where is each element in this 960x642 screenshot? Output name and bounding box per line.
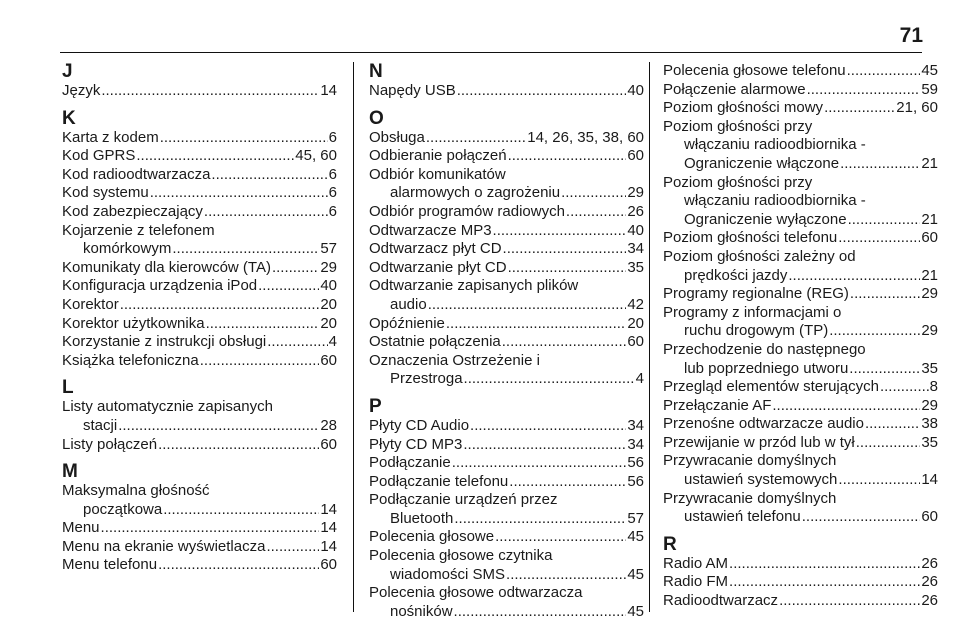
page-reference[interactable]: 6 [328, 165, 337, 183]
page-reference[interactable]: 40 [627, 221, 644, 239]
index-letter-heading: R [663, 533, 677, 555]
leader-dots [266, 538, 319, 557]
leader-dots [258, 277, 319, 296]
index-entry[interactable] [663, 573, 938, 592]
page-reference[interactable]: 8 [929, 378, 938, 396]
index-entry[interactable] [62, 277, 337, 296]
index-entry-label: Kojarzenie z telefonem [62, 221, 215, 239]
index-entry-label: ustawień systemowych [684, 471, 838, 489]
page-reference[interactable]: 38 [921, 415, 938, 433]
index-entry[interactable] [62, 296, 337, 315]
index-entry[interactable] [369, 454, 644, 473]
leader-dots [802, 508, 921, 527]
index-letter-heading: J [62, 61, 73, 82]
page-reference[interactable]: 20 [320, 314, 337, 332]
index-entry[interactable] [62, 222, 337, 259]
page-reference[interactable]: 40 [320, 277, 337, 295]
index-entry[interactable] [369, 203, 644, 222]
page-reference[interactable]: 45 [627, 565, 644, 583]
index-entry-label: ruchu drogowym (TP) [684, 322, 829, 340]
index-entry-label: alarmowych o zagrożeniu [390, 184, 561, 202]
index-entry-label: Poziom głośności telefonu [663, 229, 838, 247]
index-entry[interactable] [369, 82, 644, 101]
page-reference[interactable]: 29 [921, 322, 938, 340]
leader-dots [729, 573, 920, 592]
leader-dots [464, 370, 635, 389]
index-entry-label: Polecenia głosowe odtwarzacza [369, 584, 583, 602]
page-reference[interactable]: 20 [320, 295, 337, 313]
index-group [369, 62, 644, 101]
index-entry-label: prędkości jazdy [684, 266, 788, 284]
page-reference[interactable]: 35 [921, 359, 938, 377]
page-reference[interactable]: 21 [921, 266, 938, 284]
index-entry-label: Ostatnie połączenia [369, 333, 501, 351]
index-letter-heading: L [62, 377, 74, 399]
leader-dots [118, 417, 319, 436]
page-reference[interactable]: 60 [627, 333, 644, 351]
index-entry-label: Polecenia głosowe czytnika [369, 547, 553, 565]
index-entry[interactable] [663, 99, 938, 118]
index-entry-label: Ograniczenie włączone [684, 154, 840, 172]
index-entry[interactable] [663, 452, 938, 489]
index-entry-label: Przewijanie w przód lub w tył [663, 433, 855, 451]
page-reference[interactable]: 60 [627, 147, 644, 165]
leader-dots [865, 415, 920, 434]
index-entry-label: audio [390, 295, 427, 313]
leader-dots [503, 240, 627, 259]
page-reference[interactable]: 26 [627, 202, 644, 220]
index-entry-label: Karta z kodem [62, 128, 159, 146]
leader-dots [506, 566, 626, 585]
index-entry-label: Opóźnienie [369, 314, 445, 332]
index-entry-label: Ograniczenie wyłączone [684, 210, 847, 228]
index-entry-label: Odtwarzacz płyt CD [369, 240, 502, 258]
index-entry[interactable] [62, 538, 337, 557]
leader-dots [163, 501, 319, 520]
column-divider [353, 62, 354, 612]
index-entry-label: Książka telefoniczna [62, 351, 199, 369]
leader-dots [158, 556, 319, 575]
index-entry-label: Kod GPRS [62, 147, 136, 165]
page-reference[interactable]: 28 [320, 416, 337, 434]
index-entry-label: Poziom głośności przy [663, 173, 813, 191]
leader-dots [470, 417, 626, 436]
index-entry[interactable] [663, 62, 938, 81]
page-reference[interactable]: 40 [627, 82, 644, 99]
index-entry[interactable] [369, 315, 644, 334]
index-group [369, 397, 644, 622]
index-entry-label: Odbieranie połączeń [369, 147, 507, 165]
index-group [369, 109, 644, 389]
index-entry[interactable] [62, 184, 337, 203]
index-entry[interactable] [62, 333, 337, 352]
index-entry[interactable] [663, 248, 938, 285]
leader-dots [101, 519, 320, 538]
leader-dots [446, 315, 626, 334]
page-reference[interactable]: 26 [921, 592, 938, 610]
leader-dots [160, 129, 328, 148]
index-group [62, 462, 337, 575]
index-entry-label: Korektor [62, 295, 119, 313]
index-entry-label: Polecenia głosowe telefonu [663, 62, 846, 79]
index-entry-label: Bluetooth [390, 509, 454, 527]
index-entry-label: Radio FM [663, 573, 729, 591]
index-entry[interactable] [369, 352, 644, 389]
leader-dots [838, 229, 920, 248]
page-reference[interactable]: 35 [627, 258, 644, 276]
leader-dots [850, 285, 920, 304]
header-rule [60, 52, 922, 53]
index-entry-label: komórkowym [83, 240, 172, 258]
index-entry[interactable] [369, 333, 644, 352]
index-entry-label: Podłączanie [369, 454, 451, 472]
index-entry-label: Kod systemu [62, 184, 149, 202]
leader-dots [158, 436, 319, 455]
leader-dots [824, 99, 895, 118]
index-entry[interactable] [62, 556, 337, 575]
page-reference[interactable]: 60 [320, 435, 337, 453]
leader-dots [807, 81, 921, 100]
index-entry-label: Odtwarzacze MP3 [369, 221, 492, 239]
page-reference[interactable]: 14 [320, 519, 337, 537]
index-entry-label: Przestroga [390, 370, 463, 388]
page-reference[interactable]: 14 [921, 471, 938, 489]
leader-dots [779, 592, 920, 611]
index-entry[interactable] [369, 166, 644, 203]
index-entry-label: Menu na ekranie wyświetlacza [62, 537, 266, 555]
index-entry[interactable] [663, 490, 938, 527]
leader-dots [509, 473, 626, 492]
index-entry-label: Korzystanie z instrukcji obsługi [62, 333, 267, 351]
index-letter-heading: O [369, 107, 384, 129]
leader-dots [848, 211, 921, 230]
leader-dots [452, 454, 627, 473]
index-letter-heading: M [62, 461, 78, 483]
page-reference[interactable]: 6 [328, 202, 337, 220]
index-entry[interactable] [369, 240, 644, 259]
index-entry-label: Poziom głośności zależny od [663, 247, 856, 265]
index-entry[interactable] [663, 415, 938, 434]
index-entry[interactable] [369, 473, 644, 492]
index-entry-label: Napędy USB [369, 82, 456, 99]
page-reference[interactable]: 60 [320, 351, 337, 369]
index-entry[interactable] [369, 547, 644, 584]
index-entry-label: Konfiguracja urządzenia iPod [62, 277, 258, 295]
leader-dots [502, 333, 627, 352]
leader-dots [454, 603, 627, 622]
index-entry-label: Płyty CD MP3 [369, 435, 463, 453]
page-reference[interactable]: 45, 60 [295, 147, 337, 165]
index-entry-label: Przegląd elementów sterujących [663, 378, 879, 396]
leader-dots [772, 397, 920, 416]
leader-dots [211, 166, 327, 185]
index-entry-label: lub poprzedniego utworu [684, 359, 849, 377]
index-entry[interactable] [62, 519, 337, 538]
leader-dots [838, 471, 920, 490]
page-reference[interactable]: 29 [627, 184, 644, 202]
index-entry[interactable] [369, 491, 644, 528]
page-reference[interactable]: 26 [921, 573, 938, 591]
index-entry-label: Poziom głośności mowy [663, 99, 824, 117]
page-number: 71 [899, 24, 923, 47]
index-entry-label: Kod zabezpieczający [62, 202, 203, 220]
page-reference[interactable]: 14 [320, 500, 337, 518]
index-entry-label: nośników [390, 602, 453, 620]
index-entry[interactable] [663, 555, 938, 574]
index-entry-label: ustawień telefonu [684, 508, 801, 526]
index-entry-label: Płyty CD Audio [369, 416, 470, 434]
index-entry-label: Przywracanie domyślnych [663, 489, 837, 507]
index-entry-label: włączaniu radioodbiornika - [684, 192, 866, 210]
index-entry[interactable] [369, 417, 644, 436]
index-entry-label: stacji [83, 416, 118, 434]
index-entry[interactable] [62, 398, 337, 435]
index-entry[interactable] [62, 82, 337, 101]
index-entry-label: Odtwarzanie zapisanych plików [369, 277, 579, 295]
leader-dots [272, 259, 319, 278]
index-entry[interactable] [663, 304, 938, 341]
index-entry-label: Podłączanie telefonu [369, 472, 509, 490]
page-reference[interactable]: 57 [320, 240, 337, 258]
index-column-3 [663, 62, 938, 619]
index-entry-label: Korektor użytkownika [62, 314, 205, 332]
page-reference[interactable]: 57 [627, 509, 644, 527]
index-entry-label: Podłączanie urządzeń przez [369, 491, 558, 509]
page-reference[interactable]: 26 [921, 554, 938, 572]
index-entry-label: Kod radioodtwarzacza [62, 165, 211, 183]
page-reference[interactable]: 60 [921, 508, 938, 526]
page-reference[interactable]: 29 [320, 258, 337, 276]
leader-dots [204, 203, 328, 222]
index-letter-heading: K [62, 107, 76, 129]
index-entry-label: Komunikaty dla kierowców (TA) [62, 258, 271, 276]
index-entry-label: początkowa [83, 500, 163, 518]
index-entry-label: Połączenie alarmowe [663, 80, 806, 98]
leader-dots [200, 352, 320, 371]
index-letter-heading: N [369, 61, 383, 82]
leader-dots [101, 82, 319, 101]
leader-dots [849, 360, 920, 379]
index-entry[interactable] [663, 341, 938, 378]
page-reference[interactable]: 21, 60 [896, 99, 938, 117]
page-reference[interactable]: 60 [320, 556, 337, 574]
index-entry-label: Poziom głośności przy [663, 117, 813, 135]
index-entry[interactable] [369, 528, 644, 547]
index-entry-label: Język [62, 82, 101, 99]
leader-dots [508, 259, 627, 278]
index-entry[interactable] [62, 482, 337, 519]
index-entry[interactable] [62, 259, 337, 278]
index-entry[interactable] [663, 397, 938, 416]
page-reference[interactable]: 21 [921, 154, 938, 172]
index-entry[interactable] [62, 147, 337, 166]
leader-dots [426, 129, 526, 148]
index-entry[interactable] [62, 129, 337, 148]
leader-dots [428, 296, 627, 315]
index-column-1 [62, 62, 337, 583]
leader-dots [729, 555, 920, 574]
page-reference[interactable]: 35 [921, 433, 938, 451]
leader-dots [463, 436, 626, 455]
index-entry-label: Listy automatycznie zapisanych [62, 398, 273, 416]
index-entry-label: Przełączanie AF [663, 396, 772, 414]
leader-dots [457, 82, 627, 101]
index-entry[interactable] [369, 147, 644, 166]
leader-dots [840, 155, 920, 174]
leader-dots [150, 184, 328, 203]
page-reference[interactable]: 45 [627, 602, 644, 620]
index-entry-label: Radioodtwarzacz [663, 592, 779, 610]
page-reference[interactable]: 56 [627, 454, 644, 472]
leader-dots [454, 510, 626, 529]
index-group [62, 109, 337, 371]
index-entry-label: Obsługa [369, 128, 425, 146]
index-group [663, 62, 938, 527]
page-reference[interactable]: 4 [635, 370, 644, 388]
index-entry[interactable] [62, 166, 337, 185]
page-reference[interactable]: 45 [921, 62, 938, 79]
page-reference[interactable]: 6 [328, 184, 337, 202]
index-entry[interactable] [663, 378, 938, 397]
leader-dots [788, 267, 920, 286]
page-reference[interactable]: 6 [328, 128, 337, 146]
leader-dots [120, 296, 320, 315]
index-entry-label: Odbiór programów radiowych [369, 202, 565, 220]
page-reference[interactable]: 14 [320, 537, 337, 555]
index-entry[interactable] [663, 229, 938, 248]
page-reference[interactable]: 56 [627, 472, 644, 490]
index-entry-label: Odtwarzanie płyt CD [369, 258, 507, 276]
page-reference[interactable]: 14, 26, 35, 38, 60 [527, 128, 644, 146]
leader-dots [267, 333, 327, 352]
leader-dots [880, 378, 929, 397]
index-entry-label: Przywracanie domyślnych [663, 452, 837, 470]
leader-dots [566, 203, 626, 222]
index-entry-label: Przechodzenie do następnego [663, 340, 866, 358]
page-reference[interactable]: 60 [921, 229, 938, 247]
page-reference[interactable]: 4 [328, 333, 337, 351]
index-entry[interactable] [663, 434, 938, 453]
index-group [663, 535, 938, 611]
page-reference[interactable]: 45 [627, 528, 644, 546]
index-entry-label: Menu [62, 519, 100, 537]
index-entry-label: Odbiór komunikatów [369, 165, 506, 183]
leader-dots [172, 240, 319, 259]
index-entry[interactable] [663, 81, 938, 100]
index-letter-heading: P [369, 395, 382, 417]
index-entry[interactable] [369, 222, 644, 241]
index-entry-label: wiadomości SMS [390, 565, 506, 583]
page-reference[interactable]: 42 [627, 295, 644, 313]
index-entry-label: włączaniu radioodbiornika - [684, 136, 866, 154]
index-entry[interactable] [369, 277, 644, 314]
leader-dots [847, 62, 921, 81]
index-entry-label: Przenośne odtwarzacze audio [663, 415, 864, 433]
index-entry[interactable] [62, 352, 337, 371]
index-entry-label: Listy połączeń [62, 435, 158, 453]
index-column-2 [369, 62, 644, 629]
index-entry-label: Programy regionalne (REG) [663, 285, 849, 303]
index-entry[interactable] [62, 315, 337, 334]
index-entry[interactable] [62, 203, 337, 222]
index-entry[interactable] [663, 118, 938, 174]
leader-dots [206, 315, 320, 334]
page-reference[interactable]: 21 [921, 210, 938, 228]
index-group [62, 62, 337, 101]
page-reference[interactable]: 34 [627, 435, 644, 453]
index-group [62, 378, 337, 454]
leader-dots [829, 322, 920, 341]
page-reference[interactable]: 34 [627, 416, 644, 434]
index-entry-label: Polecenia głosowe [369, 528, 495, 546]
index-entry-label: Maksymalna głośność [62, 482, 210, 500]
index-entry-label: Radio AM [663, 554, 729, 572]
page-reference[interactable]: 34 [627, 240, 644, 258]
page-reference[interactable]: 29 [921, 396, 938, 414]
index-entry[interactable] [663, 174, 938, 230]
index-entry[interactable] [663, 592, 938, 611]
index-entry[interactable] [369, 259, 644, 278]
page-reference[interactable]: 29 [921, 285, 938, 303]
leader-dots [493, 222, 627, 241]
leader-dots [495, 528, 626, 547]
leader-dots [856, 434, 921, 453]
index-entry-label: Menu telefonu [62, 556, 158, 574]
page-reference[interactable]: 20 [627, 314, 644, 332]
index-entry[interactable] [369, 584, 644, 621]
page-reference[interactable]: 14 [320, 82, 337, 99]
index-entry-label: Oznaczenia Ostrzeżenie i [369, 351, 540, 369]
leader-dots [508, 147, 627, 166]
index-entry[interactable] [62, 436, 337, 455]
page-reference[interactable]: 59 [921, 80, 938, 98]
leader-dots [561, 184, 626, 203]
index-entry-label: Programy z informacjami o [663, 303, 842, 321]
column-divider [649, 62, 650, 612]
index-entry[interactable] [663, 285, 938, 304]
index-entry[interactable] [369, 129, 644, 148]
leader-dots [136, 147, 294, 166]
index-entry[interactable] [369, 436, 644, 455]
